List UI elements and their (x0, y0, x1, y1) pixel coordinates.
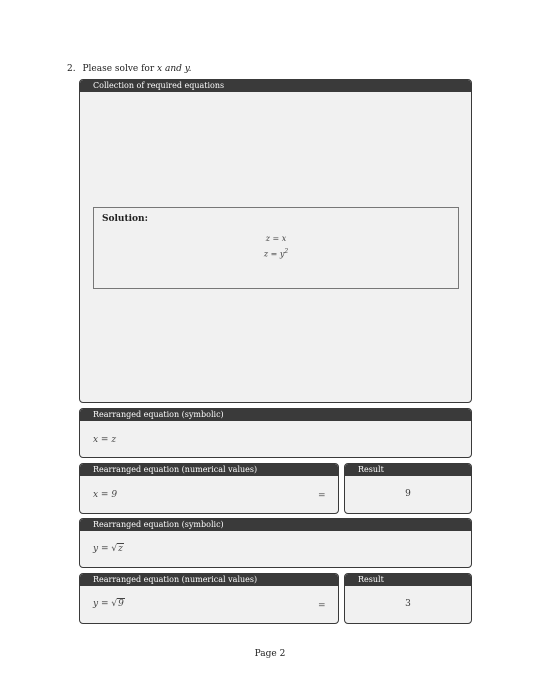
solution-box (93, 207, 459, 289)
rearranged-symbolic-box-y (79, 518, 472, 568)
page-number: Page 2 (254, 649, 286, 659)
solution-equation-2 (94, 248, 458, 259)
sqrt-icon: √ (111, 544, 118, 554)
question-var-x: x (157, 64, 163, 74)
result-box-x (344, 463, 472, 514)
equals-sign-x: = (318, 491, 326, 501)
result-value-x: 9 (405, 489, 411, 499)
question-conjunction: and (164, 64, 182, 74)
equations-collection-header: Collection of required equations (80, 80, 471, 92)
rearranged-numeric-radicand-y: 9 (118, 599, 124, 609)
rearranged-numeric-box-y (79, 573, 339, 624)
rearranged-symbolic-equation-x: x = z (93, 435, 117, 445)
rearranged-symbolic-header-y: Rearranged equation (symbolic) (80, 519, 471, 531)
result-value-y: 3 (405, 599, 411, 609)
rearranged-numeric-header-y: Rearranged equation (numerical values) (80, 574, 338, 586)
result-box-y (344, 573, 472, 624)
solution-equation-2-base: z = y (263, 249, 285, 259)
rearranged-symbolic-lhs-y: y = (93, 544, 112, 554)
rearranged-numeric-box-x (79, 463, 339, 514)
sqrt-icon: √ (111, 599, 118, 609)
equals-sign-y: = (318, 601, 326, 611)
rearranged-numeric-equation-x: x = 9 (93, 490, 118, 500)
rearranged-numeric-header-x: Rearranged equation (numerical values) (80, 464, 338, 476)
equations-collection-box (79, 79, 472, 403)
rearranged-symbolic-radicand-y: z (118, 544, 123, 554)
rearranged-symbolic-box-x (79, 408, 472, 458)
solution-title: Solution: (102, 214, 148, 224)
question-prompt (67, 64, 192, 74)
rearranged-symbolic-equation-y (93, 544, 124, 554)
result-header-y: Result (345, 574, 471, 586)
solution-equation-2-exponent: 2 (284, 248, 289, 255)
rearranged-symbolic-header-x: Rearranged equation (symbolic) (80, 409, 471, 421)
rearranged-numeric-equation-y (93, 599, 125, 609)
solution-equation-1: z = x (265, 234, 287, 243)
question-number: 2. (67, 64, 76, 74)
question-var-y: y. (184, 64, 192, 74)
question-text: Please solve for (82, 64, 155, 74)
result-header-x: Result (345, 464, 471, 476)
rearranged-numeric-lhs-y: y = (93, 599, 112, 609)
